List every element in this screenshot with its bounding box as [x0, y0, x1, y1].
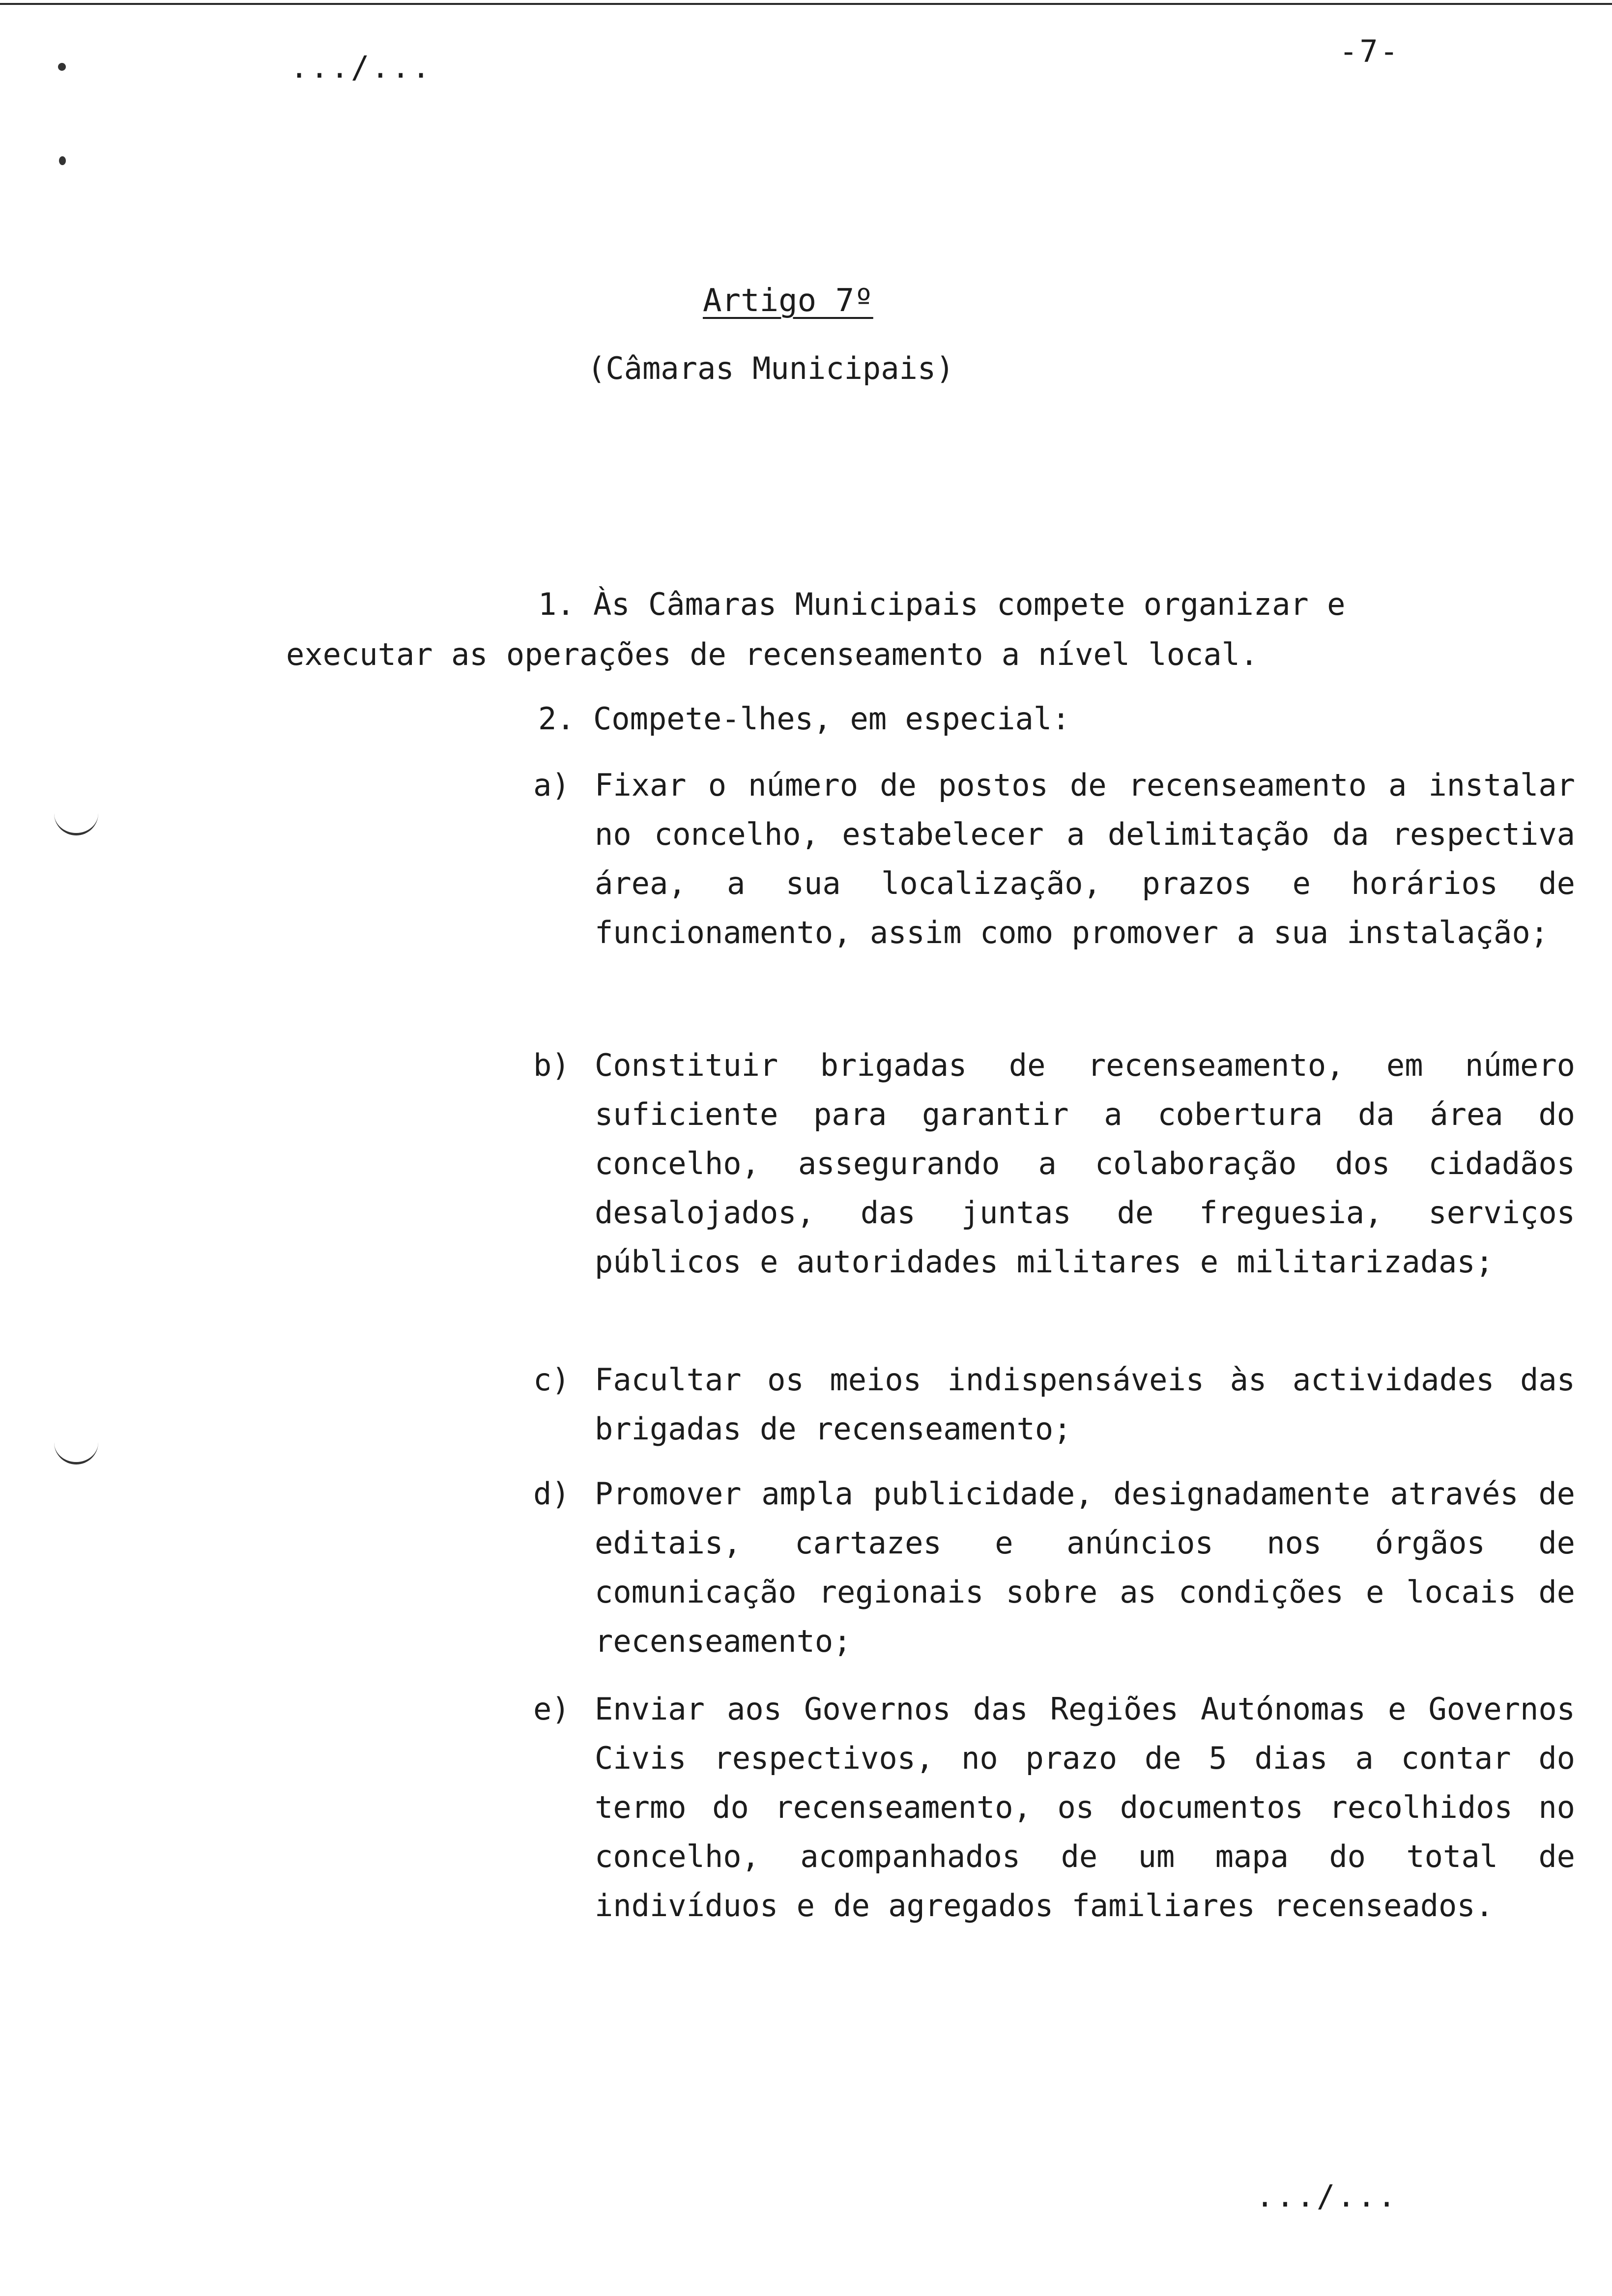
list-item-marker: d)	[533, 1476, 570, 1512]
list-item-marker: b)	[533, 1047, 570, 1083]
list-item-b	[533, 1041, 1575, 1385]
article-title: Artigo 7º	[703, 283, 873, 319]
binding-hole-mark	[54, 813, 98, 835]
page-number: -7-	[1339, 33, 1400, 69]
scan-dot	[58, 63, 66, 71]
list-item-d	[533, 1469, 1575, 1666]
continuation-mark-top: .../...	[290, 49, 432, 85]
list-item-marker: e)	[533, 1691, 570, 1727]
list-item-e	[533, 1685, 1575, 1980]
paragraph-2: 2. Compete-lhes, em especial:	[538, 701, 1070, 737]
continuation-mark-bottom: .../...	[1256, 2178, 1398, 2214]
list-item-text: Promover ampla publicidade, designadamente através de editais, cartazes e anúncios nos órgãos de comunicação regionais sobre as condições e locais de recenseamento;	[595, 1476, 1575, 1659]
scan-dot	[59, 156, 66, 165]
list-item-marker: c)	[533, 1362, 570, 1398]
binding-hole-mark	[54, 1442, 98, 1464]
article-subtitle: (Câmaras Municipais)	[587, 350, 954, 386]
top-border-line	[0, 3, 1612, 5]
list-item-a	[533, 761, 1575, 1006]
list-item-text: Enviar aos Governos das Regiões Autónomas e Governos Civis respectivos, no prazo de 5 dias a contar do termo do recenseamento, os documentos recolhidos no concelho, acompanhados de um mapa do total de indivíduos e de agregados familiares recenseados.	[595, 1691, 1575, 1923]
list-item-marker: a)	[533, 767, 570, 803]
paragraph-1-line-1: 1. Às Câmaras Municipais compete organizar e	[538, 586, 1346, 622]
paragraph-1-line-2: executar as operações de recenseamento a nível local.	[286, 636, 1259, 672]
list-item-text: Facultar os meios indispensáveis às actividades das brigadas de recenseamento;	[595, 1362, 1575, 1447]
list-item-c	[533, 1355, 1575, 1454]
list-item-text: Constituir brigadas de recenseamento, em número suficiente para garantir a cobertura da área do concelho, assegurando a colaboração dos cidadãos desalojados, das juntas de freguesia, serviços públicos e autoridades militares e militarizadas;	[595, 1047, 1575, 1280]
list-item-text: Fixar o número de postos de recenseamento a instalar no concelho, estabelecer a delimitação da respectiva área, a sua localização, prazos e horários de funcionamento, assim como promover a sua instalação;	[595, 767, 1575, 950]
